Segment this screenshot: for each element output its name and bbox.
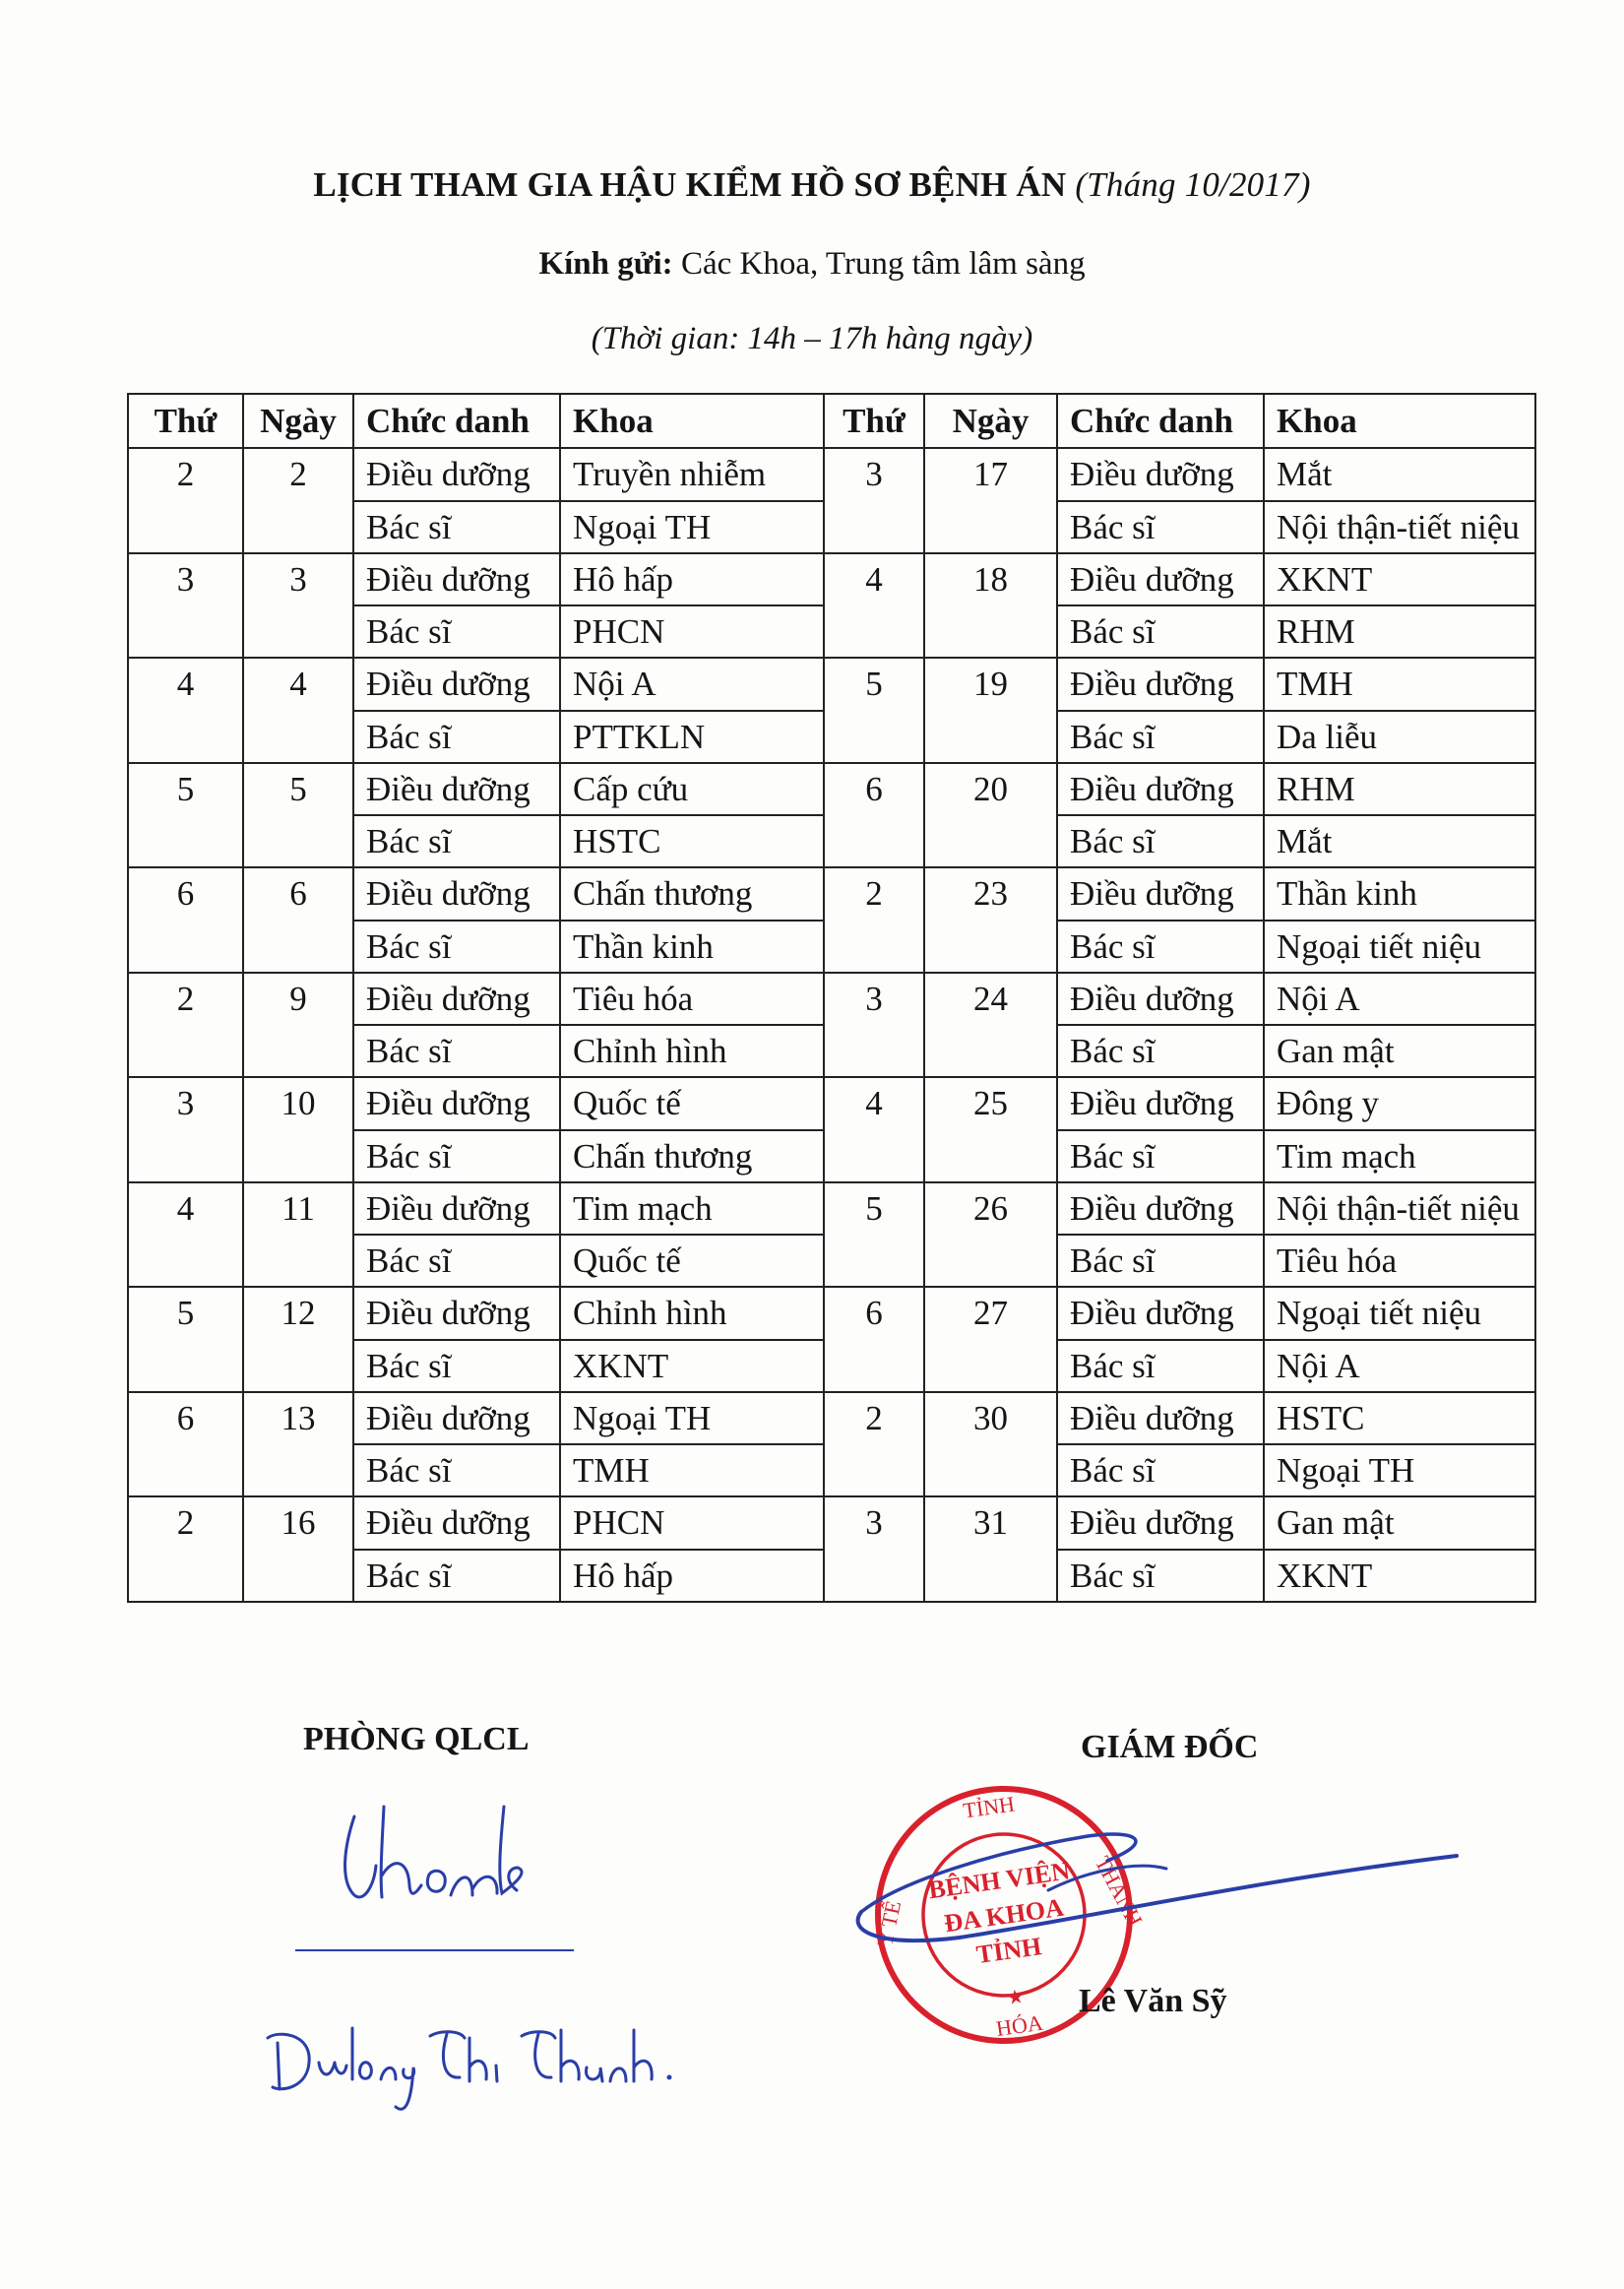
header-khoa-2: Khoa [1264, 394, 1535, 448]
cell-chuc-danh: Bác sĩ [353, 1235, 560, 1287]
director-signature [842, 1821, 1471, 1959]
cell-chuc-danh: Điều dưỡng [1057, 1392, 1264, 1444]
cell-khoa: Quốc tế [560, 1235, 824, 1287]
cell-ngay: 27 [924, 1287, 1057, 1392]
cell-thu: 3 [824, 448, 924, 553]
header-thu-2: Thứ [824, 394, 924, 448]
cell-khoa: Chấn thương [560, 1130, 824, 1182]
cell-chuc-danh: Điều dưỡng [1057, 1077, 1264, 1129]
cell-chuc-danh: Điều dưỡng [353, 1392, 560, 1444]
cell-chuc-danh: Điều dưỡng [353, 973, 560, 1025]
cell-khoa: Ngoại TH [560, 1392, 824, 1444]
cell-ngay: 9 [243, 973, 353, 1078]
title-text: LỊCH THAM GIA HẬU KIỂM HỒ SƠ BỆNH ÁN [313, 165, 1067, 204]
qlcl-label: PHÒNG QLCL [303, 1721, 530, 1757]
table-row [128, 448, 1535, 500]
cell-chuc-danh: Điều dưỡng [353, 658, 560, 710]
cell-khoa: Cấp cứu [560, 763, 824, 815]
header-ngay-2: Ngày [924, 394, 1057, 448]
cell-chuc-danh: Bác sĩ [353, 1340, 560, 1392]
cell-chuc-danh: Bác sĩ [1057, 921, 1264, 973]
cell-khoa: Chỉnh hình [560, 1287, 824, 1339]
cell-khoa: Da liễu [1264, 711, 1535, 763]
stamp-line-3: TỈNH [974, 1932, 1044, 1970]
handwritten-name-left [258, 2008, 691, 2117]
table-row [128, 1182, 1535, 1235]
cell-thu: 5 [128, 1287, 243, 1392]
table-row [128, 1392, 1535, 1444]
cell-khoa: Nội A [1264, 973, 1535, 1025]
cell-ngay: 2 [243, 448, 353, 553]
cell-ngay: 23 [924, 867, 1057, 973]
stamp-line-1: BỆNH VIỆN [926, 1856, 1072, 1905]
cell-thu: 3 [824, 1496, 924, 1602]
cell-chuc-danh: Bác sĩ [1057, 605, 1264, 658]
cell-thu: 6 [128, 867, 243, 973]
cell-khoa: Tim mạch [560, 1182, 824, 1235]
cell-thu: 4 [128, 658, 243, 763]
cell-khoa: Ngoại tiết niệu [1264, 921, 1535, 973]
cell-chuc-danh: Bác sĩ [1057, 815, 1264, 867]
cell-khoa: Nội thận-tiết niệu [1264, 1182, 1535, 1235]
cell-chuc-danh: Điều dưỡng [1057, 1496, 1264, 1549]
cell-khoa: Nội thận-tiết niệu [1264, 501, 1535, 553]
page-title [0, 165, 1624, 205]
cell-ngay: 16 [243, 1496, 353, 1602]
cell-ngay: 31 [924, 1496, 1057, 1602]
table-row [128, 973, 1535, 1025]
cell-chuc-danh: Bác sĩ [1057, 1550, 1264, 1602]
cell-chuc-danh: Bác sĩ [353, 815, 560, 867]
cell-khoa: Truyền nhiễm [560, 448, 824, 500]
cell-khoa: XKNT [1264, 553, 1535, 605]
cell-chuc-danh: Điều dưỡng [353, 1077, 560, 1129]
director-name: Lê Văn Sỹ [1079, 1983, 1227, 2019]
cell-ngay: 17 [924, 448, 1057, 553]
cell-ngay: 20 [924, 763, 1057, 868]
cell-chuc-danh: Điều dưỡng [1057, 658, 1264, 710]
cell-khoa: Hô hấp [560, 1550, 824, 1602]
cell-khoa: Chấn thương [560, 867, 824, 920]
table-row [128, 553, 1535, 605]
cell-thu: 5 [824, 1182, 924, 1288]
cell-ngay: 4 [243, 658, 353, 763]
director-label: GIÁM ĐỐC [1081, 1729, 1259, 1765]
cell-thu: 6 [824, 763, 924, 868]
cell-chuc-danh: Điều dưỡng [1057, 1287, 1264, 1339]
cell-thu: 4 [824, 1077, 924, 1182]
cell-ngay: 5 [243, 763, 353, 868]
cell-ngay: 3 [243, 553, 353, 659]
cell-ngay: 6 [243, 867, 353, 973]
header-thu: Thứ [128, 394, 243, 448]
cell-khoa: Mắt [1264, 448, 1535, 500]
cell-chuc-danh: Bác sĩ [353, 1130, 560, 1182]
cell-khoa: Ngoại TH [1264, 1444, 1535, 1496]
header-chuc-danh: Chức danh [353, 394, 560, 448]
signature-underline [295, 1949, 574, 1951]
cell-khoa: Mắt [1264, 815, 1535, 867]
header-chuc-danh-2: Chức danh [1057, 394, 1264, 448]
title-month: (Tháng 10/2017) [1075, 165, 1311, 204]
cell-khoa: Chỉnh hình [560, 1025, 824, 1077]
cell-khoa: Ngoại tiết niệu [1264, 1287, 1535, 1339]
stamp-right-text: THANH [1090, 1852, 1148, 1931]
table-row [128, 867, 1535, 920]
cell-chuc-danh: Điều dưỡng [353, 448, 560, 500]
schedule-body [128, 448, 1535, 1602]
cell-ngay: 12 [243, 1287, 353, 1392]
cell-chuc-danh: Bác sĩ [353, 711, 560, 763]
cell-khoa: Tim mạch [1264, 1130, 1535, 1182]
cell-chuc-danh: Bác sĩ [1057, 1130, 1264, 1182]
cell-khoa: Gan mật [1264, 1025, 1535, 1077]
cell-chuc-danh: Điều dưỡng [1057, 973, 1264, 1025]
cell-chuc-danh: Bác sĩ [353, 921, 560, 973]
cell-ngay: 13 [243, 1392, 353, 1497]
cell-thu: 5 [824, 658, 924, 763]
cell-khoa: PHCN [560, 605, 824, 658]
time-note: (Thời gian: 14h – 17h hàng ngày) [591, 321, 1033, 356]
cell-chuc-danh: Điều dưỡng [1057, 763, 1264, 815]
cell-thu: 2 [824, 1392, 924, 1497]
cell-khoa: Quốc tế [560, 1077, 824, 1129]
cell-chuc-danh: Bác sĩ [1057, 711, 1264, 763]
recipient-label: Kính gửi: [538, 246, 673, 282]
cell-chuc-danh: Bác sĩ [353, 501, 560, 553]
cell-khoa: XKNT [560, 1340, 824, 1392]
cell-chuc-danh: Bác sĩ [1057, 1340, 1264, 1392]
stamp-star-icon: ★ [1005, 1984, 1027, 2010]
cell-khoa: HSTC [560, 815, 824, 867]
cell-khoa: PHCN [560, 1496, 824, 1549]
cell-ngay: 11 [243, 1182, 353, 1288]
cell-khoa: Gan mật [1264, 1496, 1535, 1549]
schedule-table [127, 393, 1536, 1603]
cell-khoa: TMH [560, 1444, 824, 1496]
cell-khoa: PTTKLN [560, 711, 824, 763]
cell-thu: 3 [128, 1077, 243, 1182]
cell-chuc-danh: Điều dưỡng [353, 553, 560, 605]
cell-chuc-danh: Bác sĩ [1057, 501, 1264, 553]
cell-thu: 6 [128, 1392, 243, 1497]
cell-ngay: 19 [924, 658, 1057, 763]
cell-thu: 4 [824, 553, 924, 659]
cell-chuc-danh: Điều dưỡng [1057, 553, 1264, 605]
cell-ngay: 18 [924, 553, 1057, 659]
cell-khoa: Đông y [1264, 1077, 1535, 1129]
stamp-top-text: TỈNH [961, 1791, 1017, 1823]
table-row [128, 763, 1535, 815]
cell-chuc-danh: Điều dưỡng [353, 1182, 560, 1235]
cell-thu: 2 [824, 867, 924, 973]
cell-ngay: 26 [924, 1182, 1057, 1288]
cell-thu: 6 [824, 1287, 924, 1392]
cell-khoa: RHM [1264, 763, 1535, 815]
cell-khoa: Tiêu hóa [1264, 1235, 1535, 1287]
cell-chuc-danh: Bác sĩ [353, 605, 560, 658]
cell-chuc-danh: Điều dưỡng [353, 867, 560, 920]
cell-khoa: HSTC [1264, 1392, 1535, 1444]
cell-khoa: Thần kinh [560, 921, 824, 973]
cell-khoa: Tiêu hóa [560, 973, 824, 1025]
cell-khoa: Hô hấp [560, 553, 824, 605]
header-ngay: Ngày [243, 394, 353, 448]
cell-ngay: 30 [924, 1392, 1057, 1497]
cell-khoa: Nội A [560, 658, 824, 710]
cell-thu: 4 [128, 1182, 243, 1288]
stamp-line-2: ĐA KHOA [942, 1892, 1066, 1939]
cell-chuc-danh: Bác sĩ [353, 1444, 560, 1496]
header-khoa: Khoa [560, 394, 824, 448]
table-row [128, 1496, 1535, 1549]
recipient-text: Các Khoa, Trung tâm lâm sàng [680, 246, 1086, 282]
cell-khoa: XKNT [1264, 1550, 1535, 1602]
cell-chuc-danh: Điều dưỡng [1057, 1182, 1264, 1235]
cell-khoa: Nội A [1264, 1340, 1535, 1392]
cell-ngay: 24 [924, 973, 1057, 1078]
cell-chuc-danh: Điều dưỡng [1057, 448, 1264, 500]
cell-chuc-danh: Điều dưỡng [353, 763, 560, 815]
table-row [128, 1287, 1535, 1339]
cell-khoa: Thần kinh [1264, 867, 1535, 920]
cell-chuc-danh: Bác sĩ [1057, 1025, 1264, 1077]
cell-chuc-danh: Điều dưỡng [1057, 867, 1264, 920]
table-row [128, 658, 1535, 710]
cell-ngay: 10 [243, 1077, 353, 1182]
stamp-bottom-text: HÓA [994, 2009, 1045, 2042]
cell-thu: 2 [128, 1496, 243, 1602]
cell-chuc-danh: Bác sĩ [353, 1025, 560, 1077]
stamp-left-text: Y TẾ [871, 1898, 906, 1949]
handwritten-signature-left [325, 1787, 551, 1925]
table-header-row [128, 394, 1535, 448]
cell-ngay: 25 [924, 1077, 1057, 1182]
recipient-line [0, 246, 1624, 283]
cell-chuc-danh: Điều dưỡng [353, 1496, 560, 1549]
cell-chuc-danh: Điều dưỡng [353, 1287, 560, 1339]
cell-thu: 2 [128, 448, 243, 553]
cell-khoa: Ngoại TH [560, 501, 824, 553]
table-row [128, 1077, 1535, 1129]
cell-thu: 5 [128, 763, 243, 868]
cell-chuc-danh: Bác sĩ [1057, 1235, 1264, 1287]
cell-khoa: TMH [1264, 658, 1535, 710]
cell-khoa: RHM [1264, 605, 1535, 658]
cell-thu: 3 [824, 973, 924, 1078]
cell-thu: 3 [128, 553, 243, 659]
cell-thu: 2 [128, 973, 243, 1078]
cell-chuc-danh: Bác sĩ [353, 1550, 560, 1602]
cell-chuc-danh: Bác sĩ [1057, 1444, 1264, 1496]
